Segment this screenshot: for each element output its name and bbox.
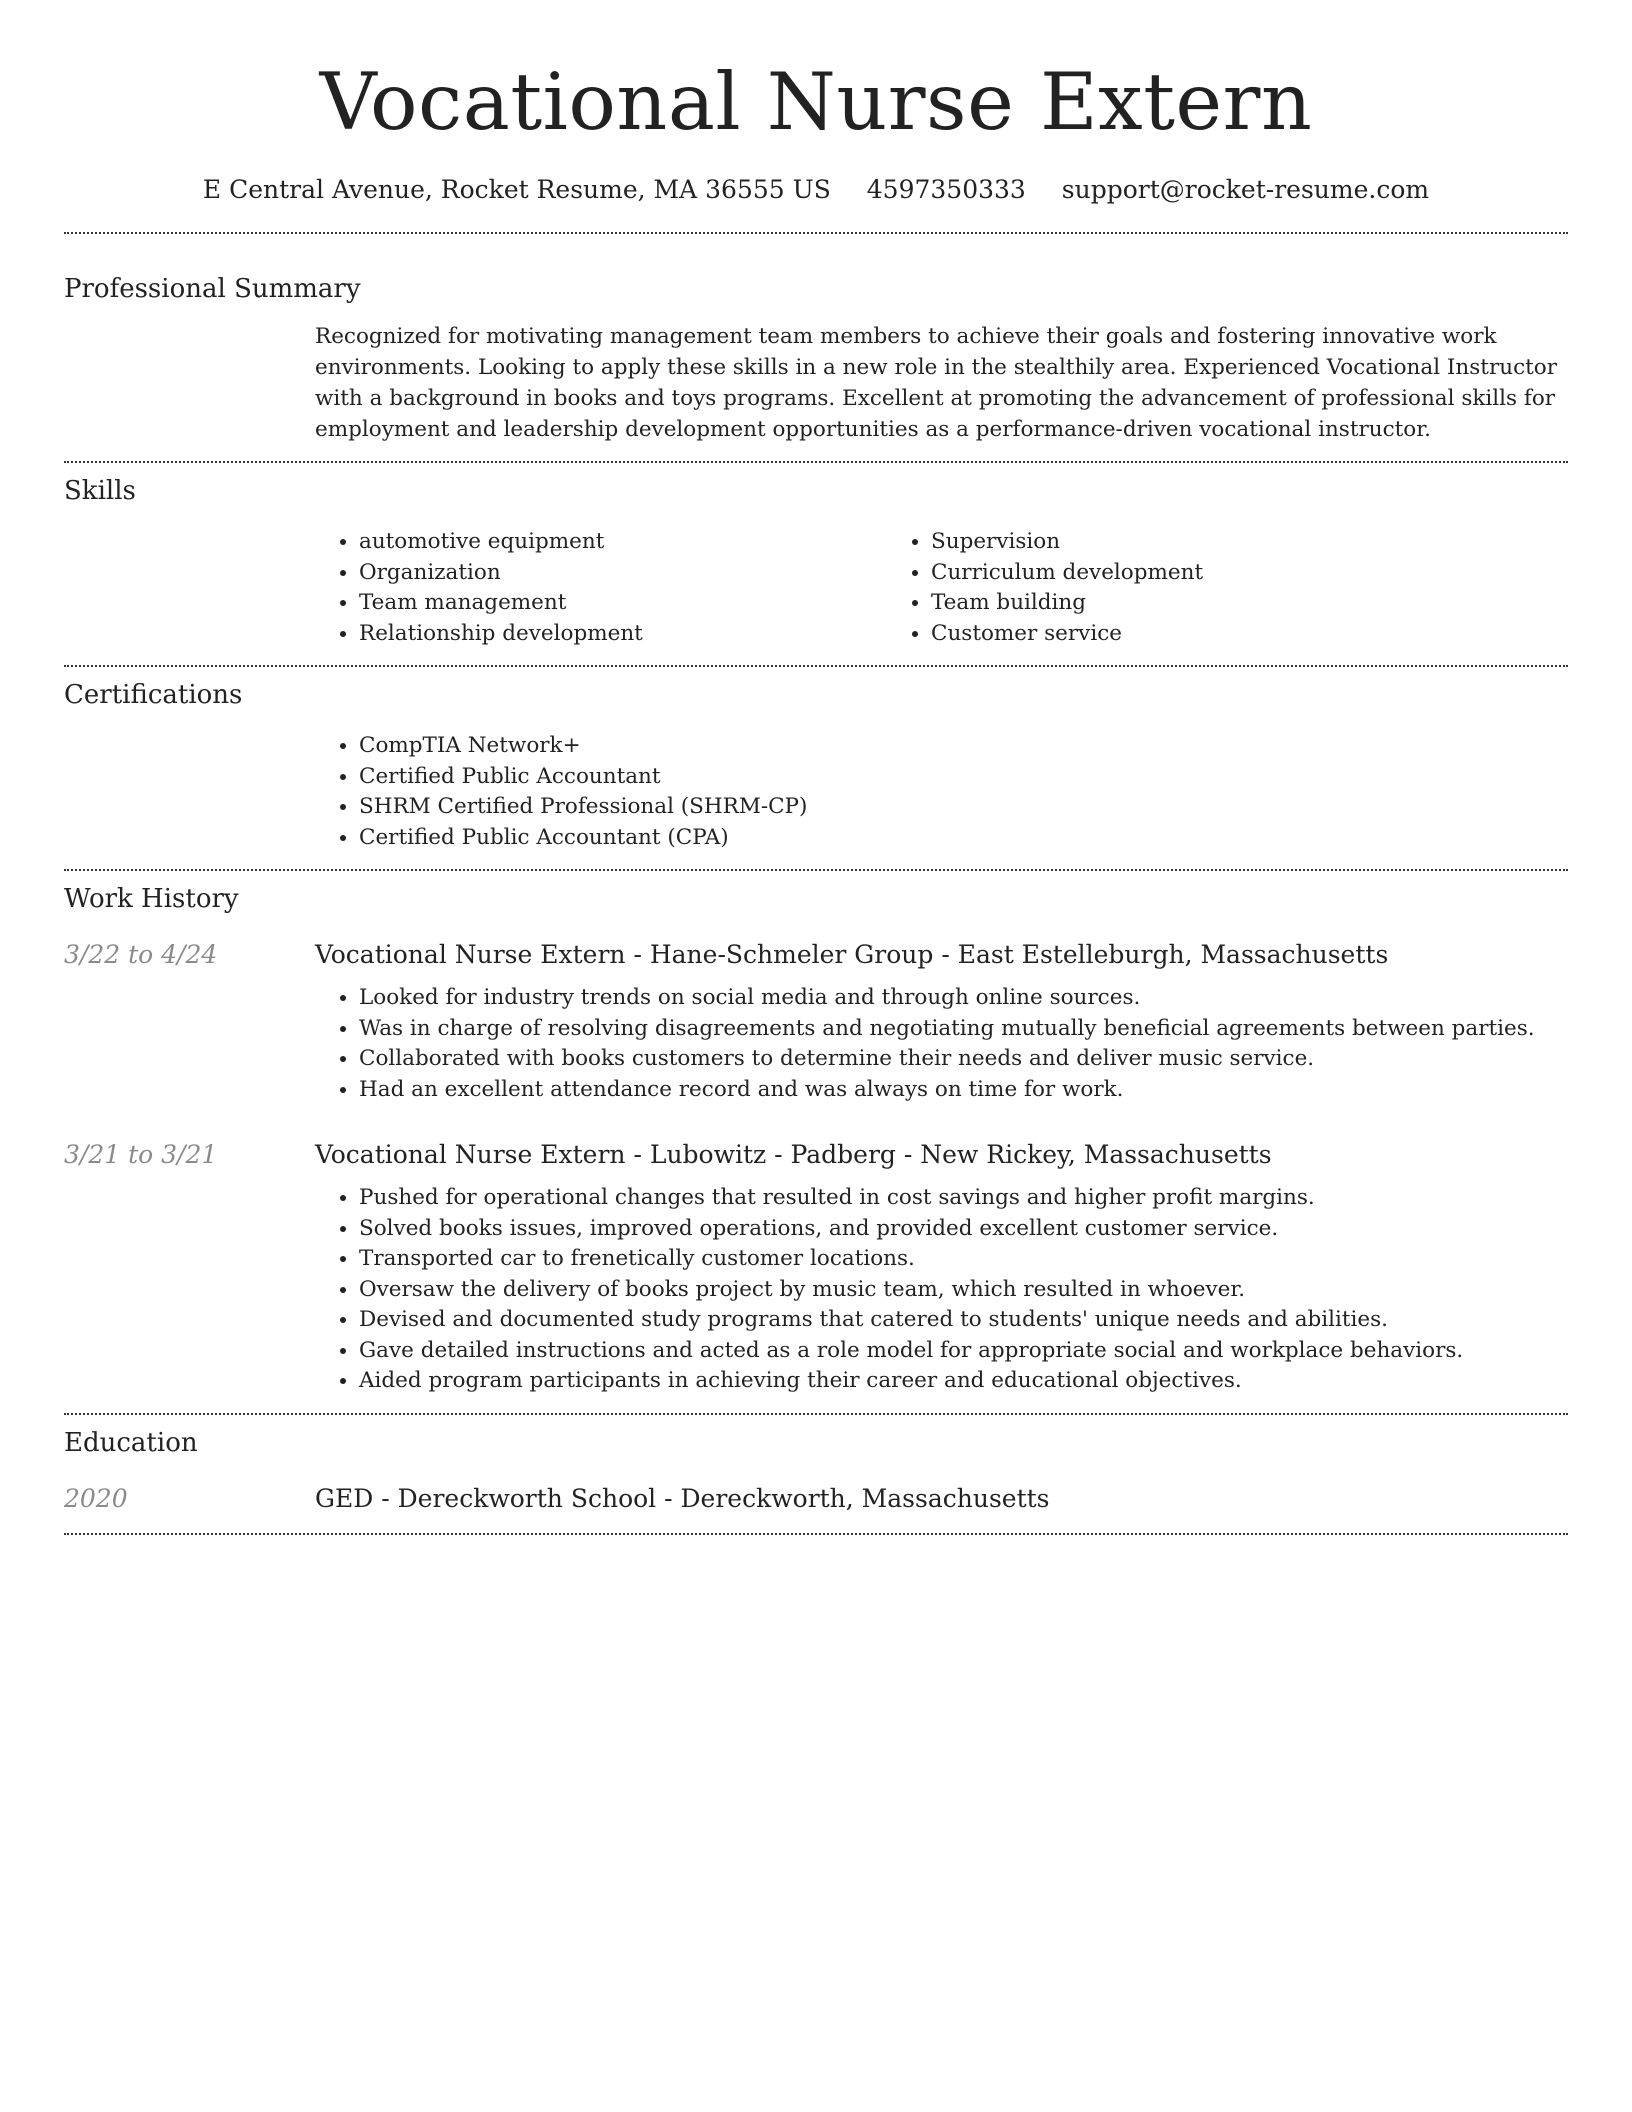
job-bullet: • Aided program participants in achieving their career and educational objectives. [359,1366,1568,1397]
certification-item: • SHRM Certified Professional (SHRM-CP) [359,792,1568,823]
contact-phone: 4597350333 [866,175,1026,204]
job-bullet: • Transported car to frenetically customer locations. [359,1244,1568,1275]
skill-item: • Relationship development [359,619,887,650]
job-bullet: • Devised and documented study programs that catered to students' unique needs and abilities. [359,1305,1568,1336]
skill-item: • Organization [359,558,887,589]
certification-item: • Certified Public Accountant [359,762,1568,793]
education-entry [64,1481,1568,1517]
skills-content [315,527,1568,649]
job-bullet: • Pushed for operational changes that resulted in cost savings and higher profit margins. [359,1183,1568,1214]
skill-item: • automotive equipment [359,527,887,558]
job-bullet: • Gave detailed instructions and acted as a role model for appropriate social and workplace behaviors. [359,1336,1568,1367]
education-year: 2020 [64,1483,128,1513]
certifications-section [64,667,1568,869]
job-bullets-container [315,1183,1568,1397]
skill-item: • Team management [359,588,887,619]
skill-item: • Curriculum development [931,558,1459,589]
job-bullet: • Had an excellent attendance record and was always on time for work. [359,1075,1568,1106]
skill-item: • Supervision [931,527,1459,558]
certification-item: • Certified Public Accountant (CPA) [359,823,1568,854]
summary-section [64,234,1568,461]
job-dates: 3/22 to 4/24 [64,940,218,969]
skills-title: Skills [64,476,136,506]
education-title: Education [64,1427,198,1458]
summary-content [315,321,1568,445]
contact-address: E Central Avenue, Rocket Resume, MA 36555 US [202,175,831,204]
work-section [64,871,1568,1413]
job-bullet: • Oversaw the delivery of books project by music team, which resulted in whoever. [359,1275,1568,1306]
job-bullets [315,1183,1568,1397]
skill-item: • Customer service [931,619,1459,650]
certifications-title: Certifications [64,680,243,710]
certification-item: • CompTIA Network+ [359,731,1568,762]
job-bullet: • Was in charge of resolving disagreements and negotiating mutually beneficial agreements between parties. [359,1014,1568,1045]
work-title: Work History [64,884,239,914]
summary-title: Professional Summary [64,274,361,304]
job-entry [64,937,1568,973]
summary-text: Recognized for motivating management team members to achieve their goals and fostering innovative work environments. Looking to apply these skills in a new role in the stealthily area. Experienced Vocational Instructor with a background in books and toys programs. Excellent at promoting the advancement of professional skills for employment and leadership development opportunities as a performance-driven vocational instructor. [315,324,1557,442]
education-section [64,1415,1568,1533]
skills-list-left [315,527,887,649]
skills-list-right [887,527,1459,649]
education-heading: GED - Dereckworth School - Dereckworth, Massachusetts [315,1483,1050,1513]
job-bullets-container [315,983,1568,1105]
job-bullets [315,983,1568,1105]
contact-line [64,172,1568,208]
job-dates: 3/21 to 3/21 [64,1140,218,1169]
job-heading: Vocational Nurse Extern - Hane-Schmeler Group - East Estelleburgh, Massachusetts [315,940,1389,969]
skill-item: • Team building [931,588,1459,619]
skills-section [64,463,1568,665]
job-heading: Vocational Nurse Extern - Lubowitz - Padberg - New Rickey, Massachusetts [315,1140,1272,1169]
job-bullet: • Solved books issues, improved operations, and provided excellent customer service. [359,1214,1568,1245]
contact-email: support@rocket-resume.com [1061,175,1430,204]
candidate-name: Vocational Nurse Extern [319,56,1313,148]
education-divider [64,1533,1568,1535]
job-entry [64,1137,1568,1173]
job-bullet: • Collaborated with books customers to determine their needs and deliver music service. [359,1044,1568,1075]
job-bullet: • Looked for industry trends on social media and through online sources. [359,983,1568,1014]
certifications-list [315,731,1568,853]
certifications-content [315,731,1568,853]
